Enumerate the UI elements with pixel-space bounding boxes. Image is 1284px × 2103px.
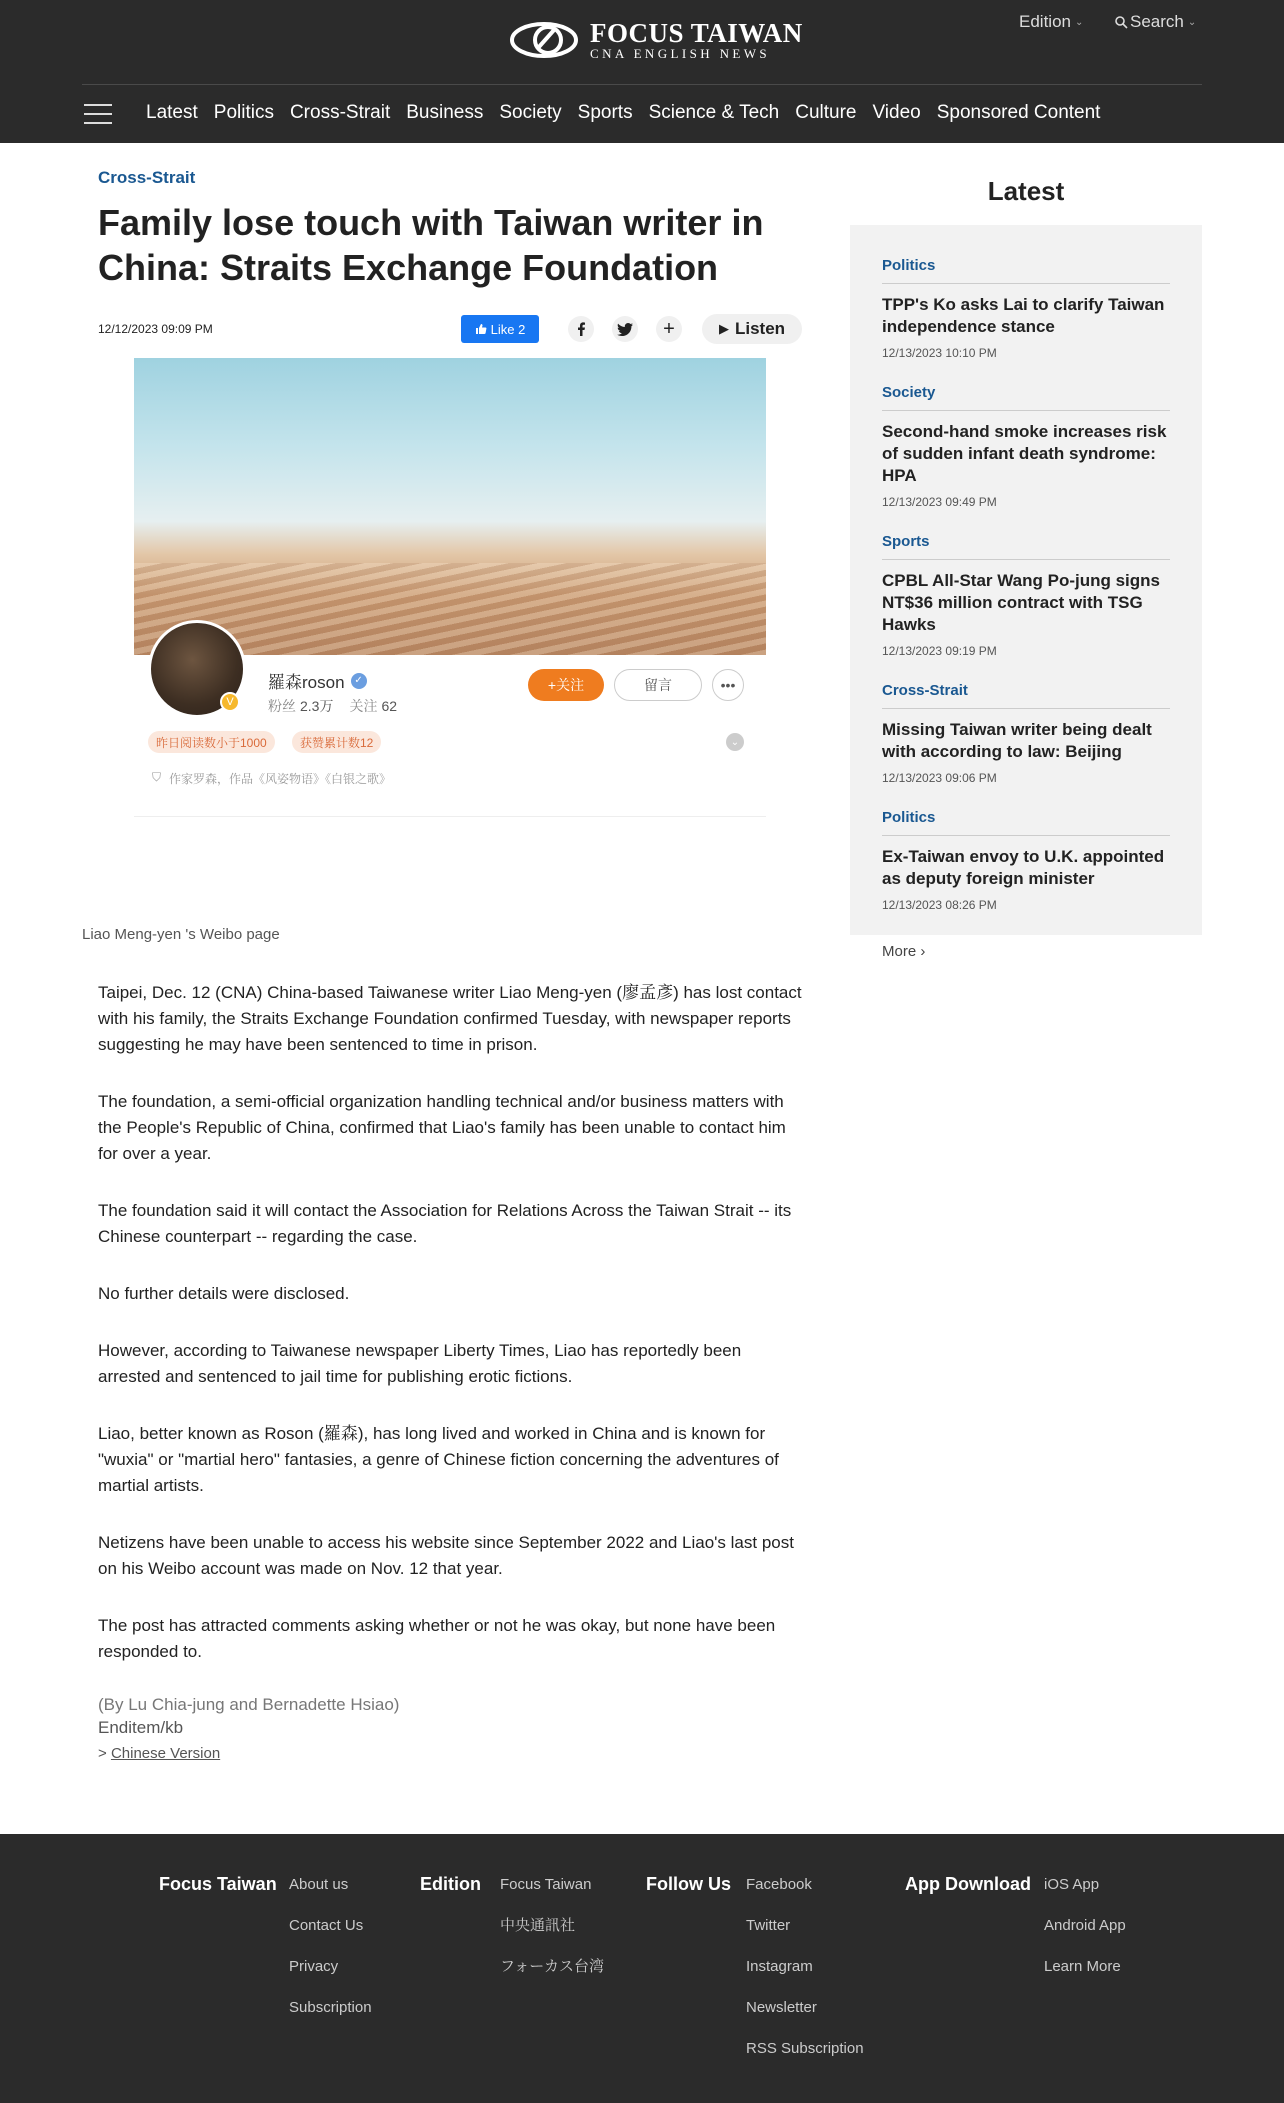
sidebar-item-date: 12/13/2023 09:49 PM — [882, 495, 997, 509]
verified-icon: ✓ — [351, 673, 367, 689]
weibo-message-button: 留言 — [614, 669, 702, 701]
twitter-share-button[interactable] — [612, 316, 638, 342]
footer-link-learn-more[interactable]: Learn More — [1044, 1958, 1121, 1975]
weibo-bio — [152, 770, 391, 787]
enditem: Enditem/kb — [98, 1718, 184, 1737]
main-nav — [146, 102, 1100, 124]
footer-link-android[interactable]: Android App — [1044, 1917, 1126, 1934]
site-footer — [0, 1834, 1284, 2103]
sidebar-item-category[interactable]: Cross-Strait — [882, 682, 1170, 709]
nav-video[interactable]: Video — [872, 102, 921, 123]
footer-link-privacy[interactable]: Privacy — [289, 1958, 339, 1975]
sidebar-item-headline[interactable]: TPP's Ko asks Lai to clarify Taiwan independence stance — [882, 295, 1165, 336]
sidebar-item-date: 12/13/2023 09:19 PM — [882, 644, 997, 658]
footer-col-focus-taiwan — [289, 1875, 372, 2039]
listen-button[interactable] — [702, 314, 802, 344]
play-icon: ▶ — [718, 321, 729, 336]
plus-icon: + — [663, 318, 675, 340]
hamburger-menu-icon[interactable] — [84, 104, 112, 124]
article-category[interactable]: Cross-Strait — [98, 168, 196, 187]
thumbs-up-icon — [475, 323, 487, 335]
weibo-tag-reads: 昨日阅读数小于1000 — [148, 731, 275, 753]
footer-col-title-follow-us: Follow Us — [646, 1874, 731, 1894]
facebook-icon — [576, 322, 586, 336]
more-label: More — [882, 943, 917, 960]
edition-dropdown[interactable] — [1019, 12, 1083, 32]
paragraph: Taipei, Dec. 12 (CNA) China-based Taiwanese writer Liao Meng-yen (廖孟彥) has lost contact with his family, the Straits Exchange Foundation confirmed Tuesday, with newspaper reports suggesting he may have been sentenced to time in prison. — [98, 983, 802, 1054]
paragraph: Liao, better known as Roson (羅森), has long lived and worked in China and is known for "wuxia" or "martial hero" fantasies, a genre of Chinese fiction concerning the adventures of martial artists. — [98, 1424, 779, 1495]
paragraph: The post has attracted comments asking whether or not he was okay, but none have been responded to. — [98, 1616, 776, 1661]
sidebar-item-category[interactable]: Society — [882, 384, 1170, 411]
footer-link-newsletter[interactable]: Newsletter — [746, 1999, 817, 2016]
weibo-more-icon: ••• — [712, 669, 744, 701]
paragraph: Netizens have been unable to access his website since September 2022 and Liao's last post on his Weibo account was made on Nov. 12 that year. — [98, 1533, 794, 1578]
chevron-down-icon: ⌄ — [726, 733, 744, 751]
paragraph: The foundation said it will contact the Association for Relations Across the Taiwan Strait -- its Chinese counterpart -- regarding the case. — [98, 1201, 792, 1246]
chinese-version: > Chinese Version — [98, 1745, 221, 1762]
footer-link-rss[interactable]: RSS Subscription — [746, 2040, 864, 2057]
article-title: Family lose touch with Taiwan writer in China: Straits Exchange Foundation — [98, 202, 764, 288]
footer-link-instagram[interactable]: Instagram — [746, 1958, 813, 1975]
nav-latest[interactable]: Latest — [146, 102, 198, 123]
footer-link-twitter[interactable]: Twitter — [746, 1917, 791, 1934]
sidebar-item-headline[interactable]: Ex-Taiwan envoy to U.K. appointed as deputy foreign minister — [882, 847, 1165, 888]
twitter-icon — [617, 323, 633, 336]
shield-icon: ⛉ — [152, 770, 162, 784]
sidebar-item-category[interactable]: Politics — [882, 257, 1170, 284]
search-label: Search — [1130, 12, 1184, 31]
sidebar-item — [882, 257, 1170, 360]
chevron-down-icon: ⌄ — [1187, 16, 1197, 28]
weibo-following: 关注 62 — [349, 698, 398, 714]
article-date: 12/12/2023 09:09 PM — [98, 322, 213, 336]
facebook-share-button[interactable] — [568, 316, 594, 342]
footer-col-title-edition: Edition — [420, 1874, 481, 1894]
edition-label: Edition — [1019, 12, 1071, 31]
article-header — [98, 168, 802, 290]
footer-link-about[interactable]: About us — [289, 1876, 349, 1893]
nav-culture[interactable]: Culture — [795, 102, 857, 123]
sidebar-title: Latest — [987, 176, 1065, 206]
sidebar-item — [882, 533, 1170, 658]
footer-link-focus-taiwan[interactable]: Focus Taiwan — [500, 1876, 592, 1893]
weibo-name-text: 羅森roson — [268, 673, 345, 692]
sidebar-item-date: 12/13/2023 08:26 PM — [882, 898, 997, 912]
sidebar-item-date: 12/13/2023 09:06 PM — [882, 771, 997, 785]
footer-link-subscription[interactable]: Subscription — [289, 1999, 372, 2016]
article-image — [134, 358, 766, 818]
footer-link-facebook[interactable]: Facebook — [746, 1876, 812, 1893]
nav-cross-strait[interactable]: Cross-Strait — [289, 102, 391, 123]
weibo-username — [268, 668, 367, 693]
chevron-down-icon: ⌄ — [1074, 16, 1084, 28]
nav-science-tech[interactable]: Science & Tech — [648, 102, 780, 123]
weibo-follow-button: +关注 — [528, 669, 604, 701]
sidebar-item-headline[interactable]: Second-hand smoke increases risk of sudden infant death syndrome: HPA — [882, 422, 1167, 485]
weibo-tag-likes: 获赞累计数12 — [292, 731, 381, 753]
image-caption: Liao Meng-yen 's Weibo page — [82, 926, 280, 943]
footer-col-app-download — [1044, 1875, 1126, 1998]
logo-subtitle: CNA ENGLISH NEWS — [590, 46, 771, 61]
header-divider — [82, 84, 1202, 85]
sidebar-item-headline[interactable]: CPBL All-Star Wang Po-jung signs NT$36 million contract with TSG Hawks — [882, 571, 1160, 634]
divider — [134, 816, 766, 817]
latest-sidebar — [850, 225, 1202, 935]
footer-link-cna-japanese[interactable]: フォーカス台湾 — [500, 1958, 604, 1975]
paragraph: However, according to Taiwanese newspaper Liberty Times, Liao has reportedly been arrested and sentenced to jail time for publishing erotic fictions. — [98, 1341, 742, 1386]
byline: (By Lu Chia-jung and Bernadette Hsiao) — [98, 1695, 400, 1714]
more-share-button[interactable] — [656, 316, 682, 342]
chinese-version-link[interactable]: Chinese Version — [110, 1745, 221, 1762]
facebook-like-button[interactable] — [461, 315, 539, 343]
footer-col-title-focus-taiwan: Focus Taiwan — [159, 1874, 277, 1894]
search-dropdown[interactable] — [1114, 12, 1196, 32]
sidebar-item-headline[interactable]: Missing Taiwan writer being dealt with according to law: Beijing — [882, 720, 1152, 761]
footer-col-edition — [500, 1875, 604, 1998]
article-body — [98, 980, 802, 1762]
nav-politics[interactable]: Politics — [213, 102, 274, 123]
like-label: Like 2 — [490, 321, 526, 337]
sidebar-item — [882, 384, 1170, 509]
nav-sports[interactable]: Sports — [577, 102, 633, 123]
paragraph: No further details were disclosed. — [98, 1284, 350, 1303]
nav-business[interactable]: Business — [406, 102, 484, 123]
footer-col-follow-us — [746, 1875, 864, 2080]
sidebar-item — [882, 809, 1170, 912]
site-logo[interactable] — [508, 18, 803, 62]
sidebar-item — [882, 682, 1170, 785]
footer-col-title-app-download: App Download — [905, 1874, 1031, 1894]
vip-badge-icon: V — [220, 692, 240, 712]
sidebar-item-date: 12/13/2023 10:10 PM — [882, 346, 997, 360]
search-icon — [1114, 15, 1128, 29]
sidebar-more-link[interactable] — [882, 943, 925, 960]
weibo-bio-text: 作家罗森，作品《风姿物语》《白银之歌》 — [169, 772, 392, 786]
weibo-stats — [268, 696, 397, 716]
listen-label: Listen — [734, 319, 786, 338]
sidebar-item-category[interactable]: Politics — [882, 809, 1170, 836]
nav-sponsored-content[interactable]: Sponsored Content — [936, 102, 1101, 123]
weibo-fans: 粉丝 2.3万 — [268, 698, 334, 714]
footer-link-cna-chinese[interactable]: 中央通訊社 — [500, 1917, 576, 1934]
site-header — [0, 0, 1284, 143]
footer-link-ios[interactable]: iOS App — [1044, 1876, 1100, 1893]
eye-logo-icon — [508, 18, 580, 62]
logo-title: FOCUS TAIWAN — [590, 18, 803, 48]
nav-society[interactable]: Society — [499, 102, 562, 123]
footer-link-contact[interactable]: Contact Us — [289, 1917, 364, 1934]
paragraph: The foundation, a semi-official organization handling technical and/or business matters with the People's Republic of China, confirmed that Liao's family has been unable to contact him for over a year. — [98, 1092, 786, 1163]
chevron-right-icon: › — [920, 943, 926, 960]
sidebar-item-category[interactable]: Sports — [882, 533, 1170, 560]
article-meta — [98, 314, 802, 344]
